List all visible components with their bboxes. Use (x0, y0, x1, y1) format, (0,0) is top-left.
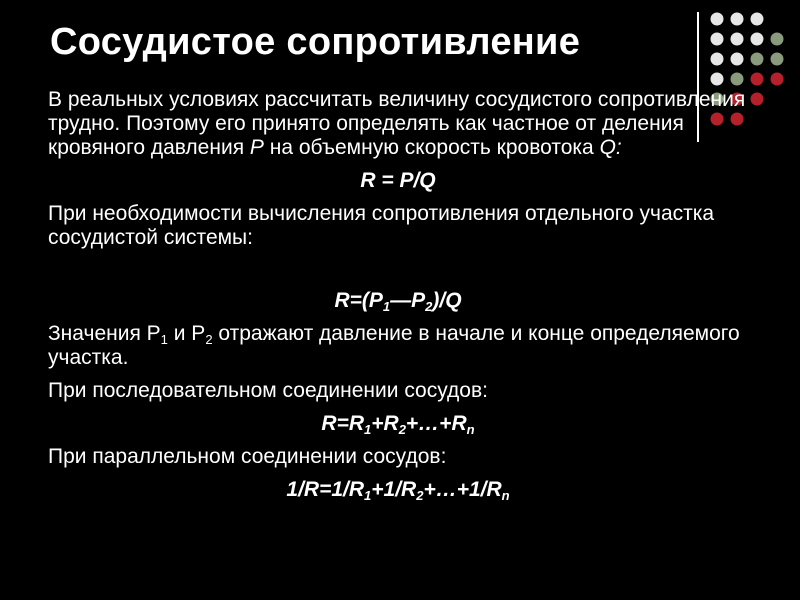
subscript-2: 2 (425, 299, 433, 314)
formula-parallel (48, 478, 748, 502)
pressure-text-c: отражают давление в начале и конце определяемого участка. (48, 322, 740, 369)
paragraph-segment: При необходимости вычисления сопротивления отдельного участка сосудистой системы: (48, 202, 715, 249)
decorative-dot (711, 73, 724, 86)
decorative-dot (771, 53, 784, 66)
decorative-dot (711, 53, 724, 66)
subscript-2: 2 (416, 488, 424, 503)
decorative-dot (731, 33, 744, 46)
decorative-dot (711, 13, 724, 26)
decorative-dot (711, 33, 724, 46)
variable-p: P (249, 136, 264, 159)
paragraph-parallel: При параллельном соединении сосудов: (48, 445, 447, 468)
formula-segment-resistance (48, 289, 748, 313)
subscript-2: 2 (205, 332, 213, 347)
formula-series (48, 412, 748, 436)
subscript-1: 1 (382, 299, 391, 314)
variable-q: Q: (599, 136, 622, 159)
formula-resistance: R = P/Q (360, 169, 436, 192)
slide-title: Сосудистое сопротивление (50, 21, 581, 63)
decorative-dot (731, 73, 744, 86)
decorative-dot (731, 53, 744, 66)
subscript-1: 1 (160, 332, 168, 347)
paragraph-definition (48, 88, 748, 160)
formula-series-part-b: +R (371, 412, 399, 435)
pressure-text-a: Значения Р (48, 322, 161, 345)
formula-parallel-part-b: +1/R (371, 478, 417, 501)
decorative-dot (751, 33, 764, 46)
decorative-dot (751, 73, 764, 86)
formula-series-part-c: +…+R (405, 412, 467, 435)
formula-parallel-part-a: 1/R=1/R (286, 478, 365, 501)
subscript-n: n (466, 422, 475, 437)
decorative-dot (771, 73, 784, 86)
decorative-dot (731, 13, 744, 26)
slide-body (48, 88, 748, 511)
subscript-1: 1 (364, 422, 372, 437)
spacer (48, 259, 748, 289)
paragraph-series: При последовательном соединении сосудов: (48, 379, 488, 402)
subscript-2: 2 (398, 422, 406, 437)
paragraph-definition-text-b: на объемную скорость кровотока (263, 136, 600, 159)
decorative-dot (771, 33, 784, 46)
formula-series-part-a: R=R (321, 412, 365, 435)
formula-segment-part-b: —P (390, 289, 426, 312)
formula-parallel-part-c: +…+1/R (423, 478, 502, 501)
formula-segment-part-c: )/Q (432, 289, 462, 312)
pressure-text-b: и Р (167, 322, 206, 345)
decorative-dot (751, 13, 764, 26)
subscript-1: 1 (364, 488, 372, 503)
decorative-dot (751, 53, 764, 66)
formula-segment-part-a: R=(P (334, 289, 383, 312)
paragraph-definition-text-a: В реальных условиях рассчитать величину сосудистого сопротивления трудно. Поэтому его принято определять как частное от деления кровяного давления (48, 88, 746, 159)
paragraph-pressure-values (48, 322, 748, 370)
decorative-dot (751, 93, 764, 106)
subscript-n: n (501, 488, 510, 503)
